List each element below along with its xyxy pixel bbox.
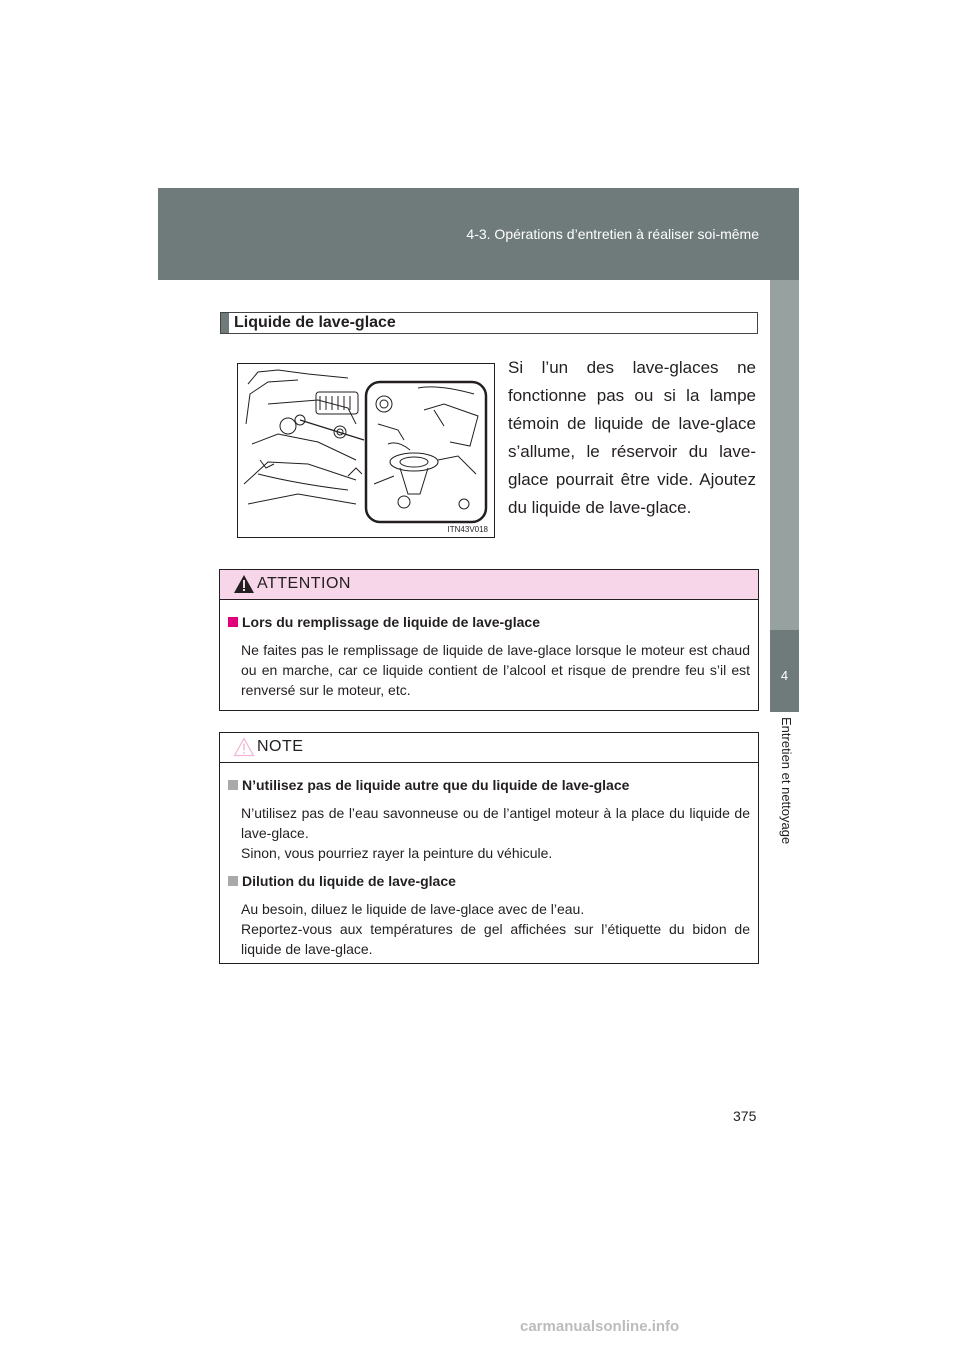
note-item-heading: N’utilisez pas de liquide autre que du liquide de lave-glace <box>228 775 750 795</box>
square-bullet-icon <box>228 876 238 886</box>
warning-item-heading: Lors du remplissage de liquide de lave-glace <box>228 612 750 632</box>
section-heading <box>220 312 758 334</box>
breadcrumb: 4-3. Opérations d’entretien à réaliser soi-même <box>466 226 759 242</box>
chapter-number: 4 <box>780 668 789 683</box>
page-number: 375 <box>733 1108 757 1124</box>
engine-drawing <box>238 364 494 537</box>
section-intro-text: Si l’un des lave-glaces ne fonctionne pas ou si la lampe témoin de liquide de lave-glace s’allume, le réservoir du lave-glace pourrait être vide. Ajoutez du liquide de lave-glace. <box>508 358 756 517</box>
warning-triangle-icon <box>233 574 255 599</box>
section-heading-bar <box>221 313 229 333</box>
chapter-label <box>770 713 799 873</box>
note-item-heading: Dilution du liquide de lave-glace <box>228 871 750 891</box>
warning-header <box>220 570 758 600</box>
note-box <box>219 732 759 964</box>
chapter-label-text: Entretien et nettoyage <box>779 717 794 845</box>
warning-title: ATTENTION <box>257 575 351 592</box>
section-title: Liquide de lave-glace <box>234 314 396 331</box>
note-item-text: N’utilisez pas de l’eau savonneuse ou de l’antigel moteur à la place du liquide de lave-glace. Sinon, vous pourriez rayer la peinture du véhicule. <box>241 805 750 861</box>
note-body <box>220 763 758 969</box>
note-item-text: Au besoin, diluez le liquide de lave-glace avec de l’eau. Reportez-vous aux températures de gel affichées sur l’étiquette du bidon de liquide de lave-glace. <box>241 901 750 957</box>
caution-triangle-icon <box>233 737 255 762</box>
illustration-code: ITN43V018 <box>447 525 488 534</box>
warning-box <box>219 569 759 711</box>
square-bullet-icon <box>228 780 238 790</box>
square-bullet-icon <box>228 617 238 627</box>
page-header <box>158 188 799 280</box>
watermark: carmanualsonline.info <box>520 1318 680 1335</box>
warning-item-text: Ne faites pas le remplissage de liquide de lave-glace lorsque le moteur est chaud ou en marche, car ce liquide contient de l’alcool et risque de prendre feu s’il est renversé sur le moteur, etc. <box>241 642 750 698</box>
note-title: NOTE <box>257 738 304 755</box>
note-header <box>220 733 758 763</box>
engine-illustration <box>237 363 495 538</box>
warning-body <box>220 600 758 710</box>
